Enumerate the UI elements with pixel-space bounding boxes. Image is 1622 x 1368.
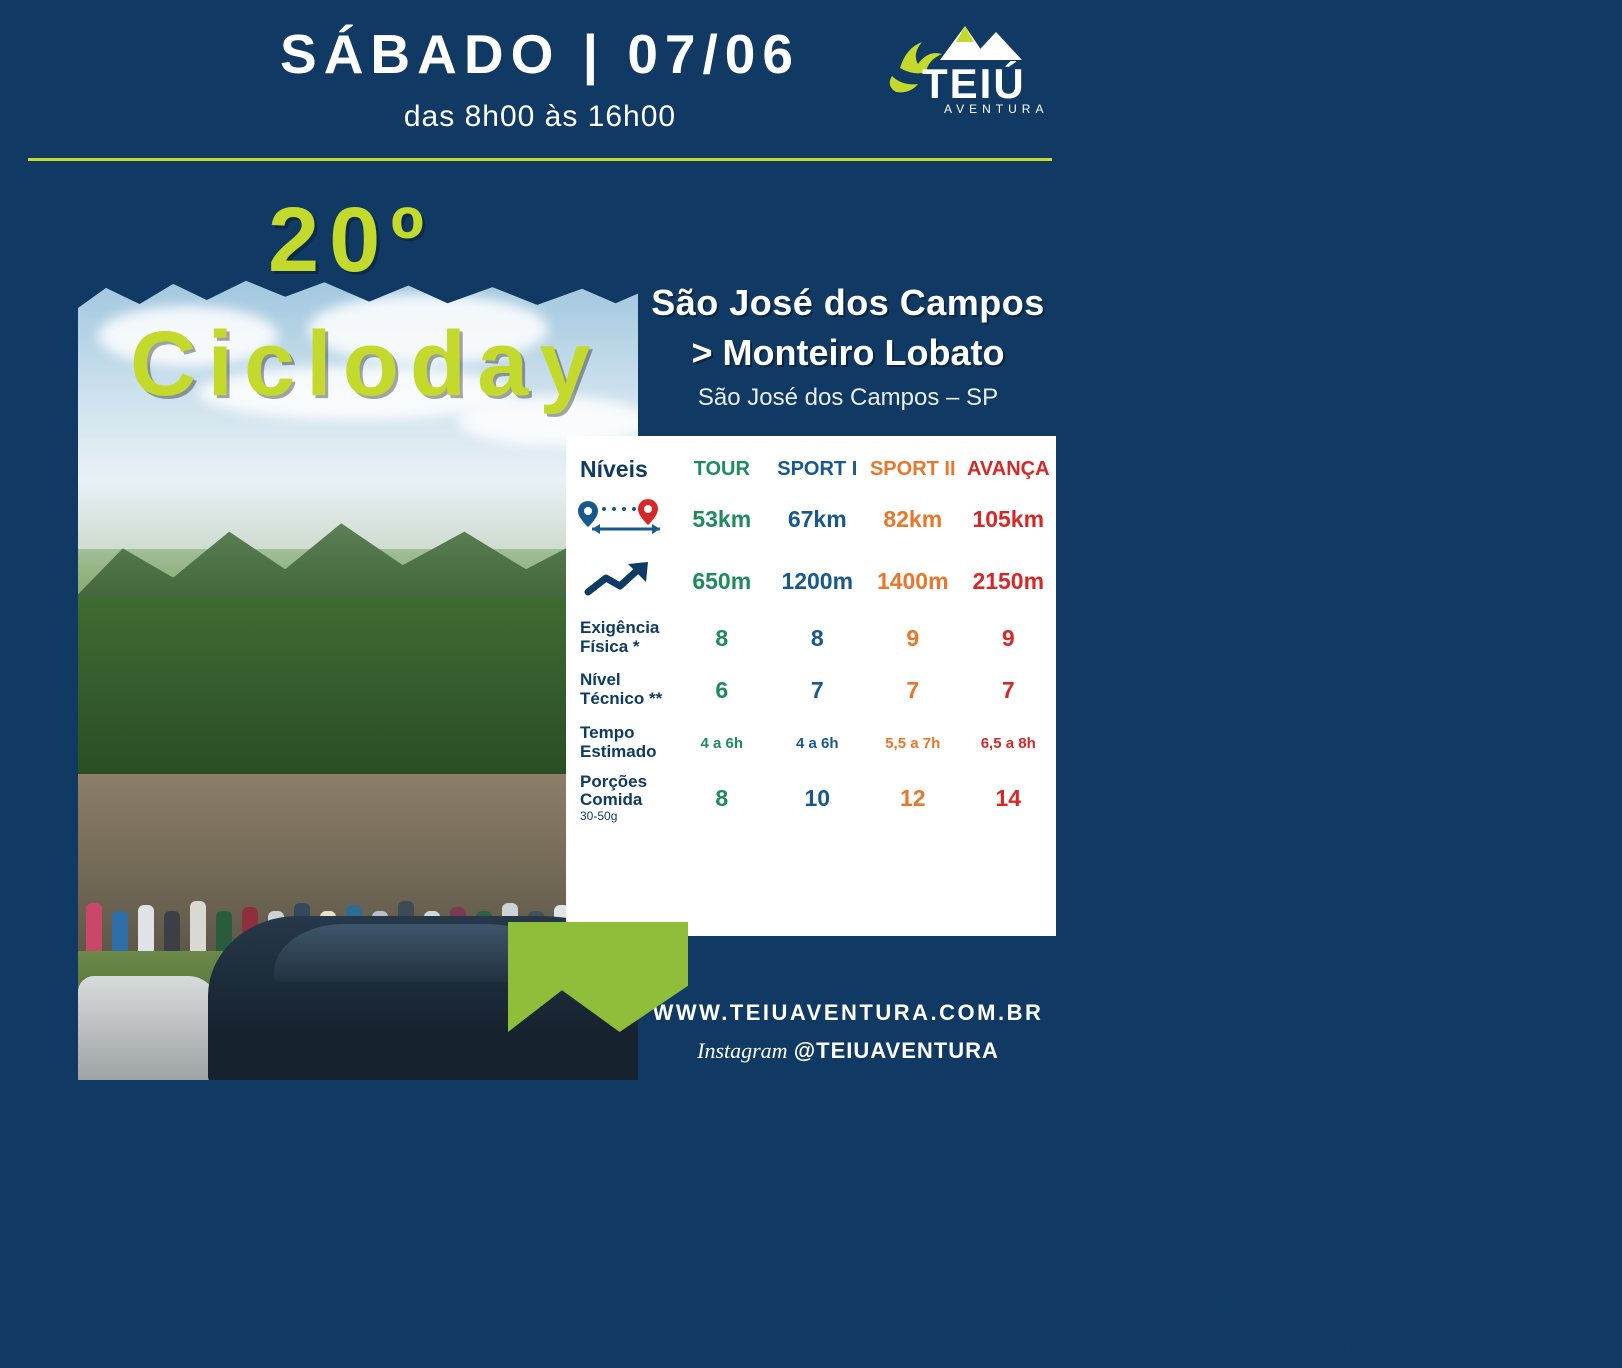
cell-porcoes-tour: 8 bbox=[715, 784, 729, 811]
cell-tecnico-sport1: 7 bbox=[810, 676, 824, 703]
column-header-tour: TOUR bbox=[693, 457, 750, 480]
event-name: Cicloday bbox=[130, 313, 602, 415]
edition-number: 20º bbox=[268, 189, 434, 291]
cell-porcoes-sport2: 12 bbox=[899, 784, 926, 811]
levels-title: Níveis bbox=[580, 455, 648, 482]
logo-wordmark: TEIÚ bbox=[922, 60, 1026, 107]
cell-exigencia-avanca: 9 bbox=[1001, 624, 1015, 651]
cell-exigencia-sport1: 8 bbox=[810, 624, 824, 651]
table-header-row bbox=[566, 436, 1056, 488]
table-row bbox=[566, 488, 1056, 550]
cell-tecnico-avanca: 7 bbox=[1001, 676, 1015, 703]
cell-exigencia-tour: 8 bbox=[715, 624, 729, 651]
footnote-tecnico: ** Nível Técnico: 1 - +90% Asfalto / 5 - Estrada Terra Batida / 10 - Trilha c/ Pedras, Raízes e +15% de XCO bbox=[1162, 1321, 1592, 1355]
cell-porcoes-avanca: 14 bbox=[995, 784, 1022, 811]
table-row bbox=[566, 550, 1056, 612]
website-url[interactable]: WWW.TEIUAVENTURA.COM.BR bbox=[652, 1000, 1044, 1025]
header-divider bbox=[28, 158, 1052, 161]
cell-elevation-sport2: 1400m bbox=[876, 567, 949, 594]
cell-tecnico-sport2: 7 bbox=[906, 676, 920, 703]
cell-exigencia-sport2: 9 bbox=[906, 624, 920, 651]
logo-subtitle: AVENTURA bbox=[944, 102, 1049, 116]
cell-distance-sport2: 82km bbox=[883, 505, 943, 532]
row-label-text: Porções Comida bbox=[580, 771, 648, 810]
cell-tempo-sport2: 5,5 a 7h bbox=[885, 734, 941, 752]
event-time: das 8h00 às 16h00 bbox=[403, 100, 677, 133]
instagram-label: Instagram bbox=[697, 1038, 788, 1063]
instagram-username: @TEIUAVENTURA bbox=[793, 1038, 999, 1063]
cell-distance-avanca: 105km bbox=[972, 505, 1045, 532]
teiu-aventura-logo bbox=[870, 20, 1050, 125]
photo-car-left bbox=[78, 976, 218, 1080]
row-label-tempo-estimado: Tempo Estimado bbox=[580, 723, 657, 761]
cell-distance-tour: 53km bbox=[692, 505, 752, 532]
table-row bbox=[566, 770, 1056, 826]
cell-tempo-sport1: 4 a 6h bbox=[795, 734, 839, 752]
table-row bbox=[566, 664, 1056, 716]
instagram-handle[interactable] bbox=[628, 1038, 1068, 1064]
footnote-exigencia: * Exigência Física: 1 - Muito Fácil / 5 - Moderado / 10 - Exaustivo bbox=[1187, 1292, 1567, 1306]
cell-porcoes-sport1: 10 bbox=[804, 784, 831, 811]
row-label-nivel-tecnico: Nível Técnico ** bbox=[580, 670, 663, 708]
row-label-exigencia-fisica: Exigência Física * bbox=[580, 618, 660, 656]
table-footnotes bbox=[1132, 1290, 1622, 1368]
route-distance-icon bbox=[566, 488, 674, 550]
table-row bbox=[566, 612, 1056, 664]
cell-tempo-tour: 4 a 6h bbox=[700, 734, 744, 752]
route-origin: São José dos Campos bbox=[651, 282, 1045, 323]
event-date: SÁBADO | 07/06 bbox=[280, 23, 800, 85]
cell-distance-sport1: 67km bbox=[787, 505, 847, 532]
row-label-porcoes-comida bbox=[566, 770, 674, 826]
cell-tempo-avanca: 6,5 a 8h bbox=[980, 734, 1036, 752]
route-destination: > Monteiro Lobato bbox=[691, 332, 1005, 373]
column-header-sport2: SPORT II bbox=[869, 457, 956, 480]
route-city-state: São José dos Campos – SP bbox=[697, 384, 999, 411]
table-row bbox=[566, 716, 1056, 770]
cell-elevation-tour: 650m bbox=[692, 567, 752, 594]
column-header-avanca: AVANÇA bbox=[966, 457, 1050, 480]
cell-tecnico-tour: 6 bbox=[715, 676, 729, 703]
levels-table bbox=[566, 436, 1056, 826]
elevation-arrow-icon bbox=[566, 550, 674, 612]
cell-elevation-avanca: 2150m bbox=[972, 567, 1045, 594]
row-label-sublabel: 30-50g bbox=[580, 809, 618, 824]
column-header-sport1: SPORT I bbox=[777, 457, 858, 480]
cell-elevation-sport1: 1200m bbox=[781, 567, 854, 594]
